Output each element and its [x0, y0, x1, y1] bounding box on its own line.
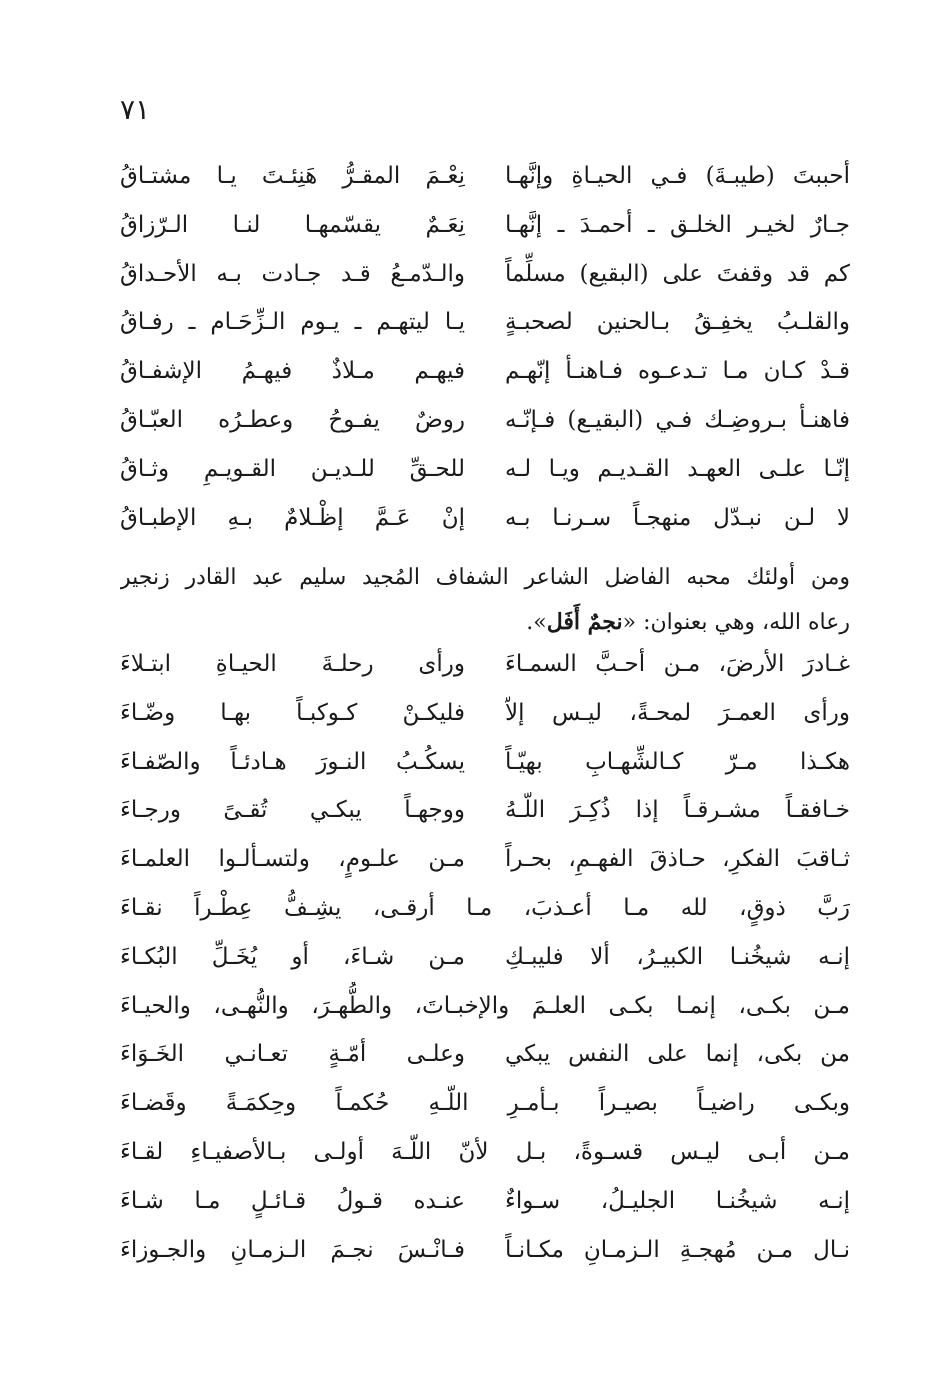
- verse-first-hemistich: والقلـبُ يخفِـقُ بـالحنين لصحبـةٍ: [505, 309, 850, 336]
- prose-text: ».: [526, 610, 547, 635]
- verse-line: [120, 738, 850, 787]
- verse-second-hemistich: فليكـنْ كـوكبـاً بهـا وضّـاءَ: [120, 699, 465, 726]
- verse-first-hemistich: إنّـا علـى العهـد القـديـم ويـا لـه: [505, 455, 850, 482]
- verse-first-hemistich: نـال مـن مُهجـةِ الـزمـانِ مكـانـاً: [505, 1236, 850, 1263]
- verse-second-hemistich: وعلـى أمّـةٍ تعـانـي الخَـوَاءَ: [120, 1041, 465, 1068]
- verse-first-hemistich: ثـاقبَ الفكرِ، حـاذقَ الفهـمِ، بحـراً: [505, 846, 850, 873]
- verse-first-hemistich: من بكى، إنما على النفس يبكي: [505, 1041, 850, 1068]
- verse-first-hemistich: إنـه شيخُنـا الجليـلُ، سـواءٌ: [505, 1187, 850, 1214]
- verse-second-hemistich: مـن علـومٍ، ولتسـألـوا العلمـاءَ: [120, 846, 465, 873]
- verse-second-hemistich: ورأى رحلـةَ الحيـاةِ ابتـلاءَ: [120, 651, 465, 677]
- verse-second-hemistich: فيهـم مـلاذٌ فيهـمُ الإشفـاقُ: [120, 358, 465, 385]
- verse-first-hemistich: إنـه شيخُنـا الكبيـرُ، ألا فليبـكِ: [505, 943, 850, 970]
- prose-text: رعاه الله، وهي بعنوان: «: [622, 610, 850, 635]
- verse-second-hemistich: للحـقِّ للـديـن القـويـمِ وثـاقُ: [120, 455, 465, 482]
- verse-line: [120, 933, 850, 982]
- poem-title: نجمٌ أَفَل: [546, 609, 623, 635]
- verse-full-line: رَبَّ ذوقٍ، لله مـا أعـذبَ، مـا أرقـى، يشِـفُّ عِطْـراً نقـاءَ: [120, 894, 850, 921]
- verse-line: [120, 396, 850, 445]
- verse-line: [120, 1030, 850, 1079]
- verse-second-hemistich: يسكُـبُ النـورَ هـادئـاً والصّفـاءَ: [120, 748, 465, 775]
- verse-line: [120, 835, 850, 884]
- poem-2: [120, 640, 850, 1274]
- poem-1: [120, 152, 850, 542]
- verse-line: [120, 689, 850, 738]
- verse-first-hemistich: جـارٌ لخيـر الخلـق ـ أحمـدَ ـ إنَّهـا: [505, 211, 850, 238]
- verse-second-hemistich: فـانْـسَ نجـمَ الـزمـانِ والجـوزاءَ: [120, 1236, 465, 1263]
- verse-second-hemistich: روضٌ يفـوحُ وعطـرُه العبّـاقُ: [120, 406, 465, 433]
- verse-first-hemistich: ورأى العمـرَ لمحـةً، ليـس إلاّ: [505, 699, 850, 726]
- verse-line: [120, 1177, 850, 1226]
- verse-line: [120, 982, 850, 1031]
- verse-line: [120, 1079, 850, 1128]
- verse-full-line: مـن بكـى، إنمـا بكـى العلـمَ والإخبـاتَ، والطُّهـرَ، والنُّهـى، والحيـاءَ: [120, 992, 850, 1019]
- verse-line: [120, 152, 850, 201]
- verse-first-hemistich: قـدْ كـان مـا تـدعـوه فـاهنـأ إنّهـم: [505, 358, 850, 385]
- prose-line: ومن أولئك محبه الفاضل الشاعر الشفاف المُجيد سليم عبد القادر زنجير: [120, 565, 850, 590]
- verse-second-hemistich: عنـده قـولُ قـائـلٍ مـا شـاءَ: [120, 1187, 465, 1214]
- verse-full-line: وبكـى راضيـاً بصيـراً بـأمـرِ اللّـهِ حُكمـاً وحِكمَـةً وقَضـاءَ: [120, 1090, 850, 1117]
- verse-line: [120, 201, 850, 250]
- page-number: ٧١: [120, 93, 151, 126]
- verse-line: [120, 1226, 850, 1275]
- verse-full-line: مـن أبـى ليـس قسـوةً، بـل لأنّ اللّـهَ أولـى بـالأصفيـاءِ لقـاءَ: [120, 1138, 850, 1165]
- verse-line: [120, 640, 850, 689]
- verse-second-hemistich: ووجهـاً يبكـي تُقـىً ورجـاءَ: [120, 797, 465, 824]
- verse-second-hemistich: يـا ليتهـم ـ يـوم الـزِّحَـام ـ رفـاقُ: [120, 309, 465, 336]
- verse-second-hemistich: نِعَـمٌ يقسّمهـا لنـا الـرّزاقُ: [120, 211, 465, 238]
- verse-second-hemistich: مـن شـاءَ، أو يُخَـلِّ البُكـاءَ: [120, 943, 465, 970]
- verse-line: [120, 1128, 850, 1177]
- verse-first-hemistich: غـادرَ الأرضَ، مـن أحـبَّ السمـاءَ: [505, 651, 850, 677]
- verse-first-hemistich: فاهنـأ بـروضِـك فـي (البقيـع) فـإنّـه: [505, 406, 850, 433]
- verse-line: [120, 347, 850, 396]
- verse-line: [120, 250, 850, 299]
- prose-line: [120, 600, 850, 645]
- verse-first-hemistich: كم قد وقفتَ على (البقيع) مسلِّماً: [505, 260, 850, 287]
- verse-line: [120, 494, 850, 543]
- verse-line: [120, 445, 850, 494]
- verse-line: [120, 298, 850, 347]
- verse-second-hemistich: والـدّمـعُ قـد جـادت بـه الأحـداقُ: [120, 260, 465, 287]
- verse-line: [120, 884, 850, 933]
- verse-second-hemistich: إنْ عَـمَّ إظْـلامٌ بـهِ الإطبـاقُ: [120, 504, 465, 531]
- verse-first-hemistich: خـافقـاً مشـرقـاً إذا ذُكِـرَ اللّـهُ: [505, 797, 850, 824]
- prose-paragraph: [120, 556, 850, 645]
- verse-first-hemistich: أحببتَ (طيبـةَ) فـي الحيـاةِ وإنَّهـا: [505, 163, 850, 189]
- verse-line: [120, 786, 850, 835]
- verse-second-hemistich: نِعْـمَ المقـرُّ هَنِئـتَ يـا مشتـاقُ: [120, 163, 465, 189]
- verse-first-hemistich: لا لـن نبـدّل منهجـاً سـرنـا بـه: [505, 504, 850, 531]
- verse-first-hemistich: هكـذا مـرّ كـالشِّهـابِ بهيّـاً: [505, 748, 850, 775]
